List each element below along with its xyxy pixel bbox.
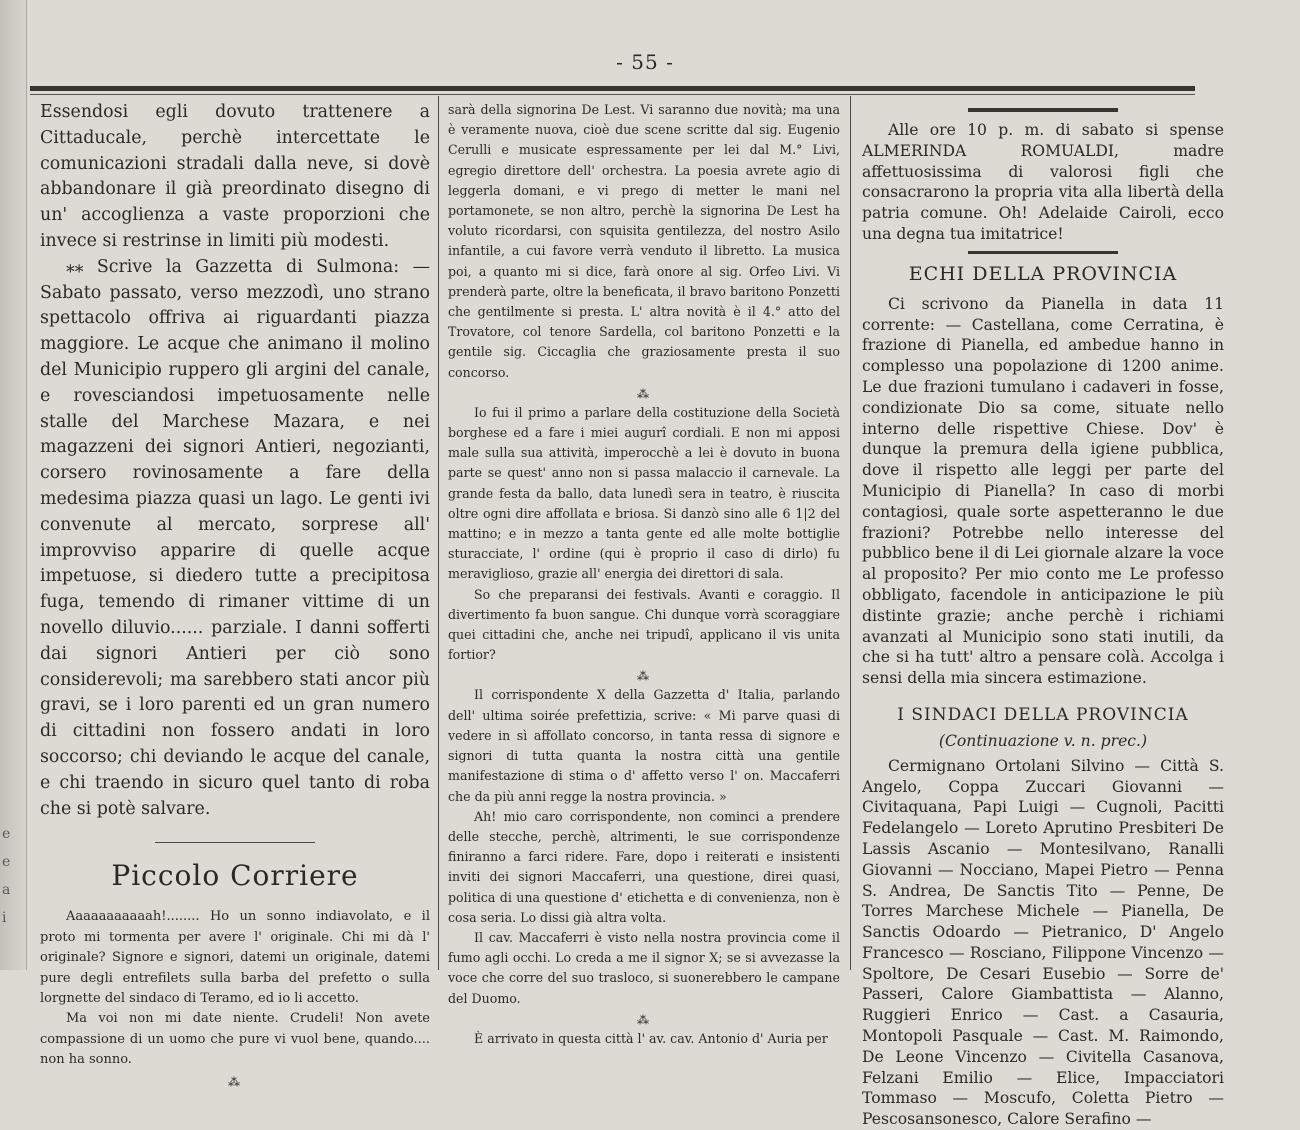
column-middle [448,100,840,1049]
column-divider-2 [850,96,851,970]
asterism: ⁂ [637,1012,651,1027]
column-left [40,100,430,1091]
section-divider [968,108,1118,112]
gutter-letter: a [2,882,11,898]
asterism: ⁂ [637,386,651,401]
gutter-letters [2,820,16,932]
binding-gutter [0,0,27,970]
header-rule-thin [30,94,1195,95]
gutter-letter: e [2,854,11,870]
article-paragraph: È arrivato in questa città l' av. cav. Antonio d' Auria per [474,1030,828,1046]
gutter-letter: e [2,826,11,842]
section-subheading: (Continuazione v. n. prec.) [938,731,1148,750]
asterism: ⁂ [637,669,651,684]
article-paragraph: Ci scrivono da Pianella in data 11 corrente: — Castellana, come Cerratina, è frazione di Pianella, ed ambedue hanno in complesso una popolazione di 1200 anime. Le due frazioni tumulano i cadaveri in fosse, condizionate Dio sa come, situate nello interno delle rispettive Chiese. Dov' è dunque la premura della igiene pubblica, dove il rispetto alle leggi per parte del Municipio di Pianella? In caso di morbi contagiosi, quale sorte aspetteranno le due frazioni? Potrebbe nello interesse del pubblico bene il di Lei giornale alzare la voce al proposito? Per mio conto me Le professo obbligato, facendole in anticipazione le più distinte grazie; anche perchè i richiami avanzati al Municipio sono stati inutili, da che si ha tutt' altro a pensare colà. Accolga i sensi della mia sincera estimazione. [862,294,1224,688]
section-heading: Piccolo Corriere [111,859,359,893]
section-divider [968,251,1118,254]
header-rule [30,86,1195,91]
article-paragraph: Io fui il primo a parlare della costituzione della Società borghese ed a fare i miei augurî cordiali. E non mi apposi male sulla sua attività, imperocchè a lei è dovuto in buona parte se quest' anno non si passa malaccio il carnevale. La grande festa da ballo, data lunedì sera in teatro, è riuscita oltre ogni dire affollata e briosa. Si danzò sino alle 6 1|2 del mattino; e in mezzo a tanta gente ed alle molte bottiglie sturacciate, l' ordine (qui è proprio il caso di dirlo) fu meraviglioso, grazie all' energia dei direttori di sala. [448,404,840,582]
asterism: ⁂ [228,1074,242,1089]
section-heading: I SINDACI DELLA PROVINCIA [897,704,1189,725]
article-paragraph: Ah! mio caro corrispondente, non cominci a prendere delle stecche, perchè, altrimenti, le sue corrispondenze finiranno a farci ridere. Fare, dopo i reiterati e insistenti inviti dei signori Maccaferri, una questione, direi quasi, politica di una questione d' etichetta e di convenienza, non è cosa seria. Lo dissi già altra volta. [448,808,840,925]
article-paragraph: So che preparansi dei festivals. Avanti e coraggio. Il divertimento fa buon sangue. Chi dunque vorrà scoraggiare quei cittadini che, anche nei tripudî, applicano il vis unita fortior? [448,586,840,663]
column-divider-1 [438,96,439,970]
article-paragraph: Il cav. Maccaferri è visto nella nostra provincia come il fumo agli occhi. Lo creda a me il signor X; se si avvezasse la voce che corre del suo trasloco, si suonerebbero le campane del Duomo. [448,929,840,1006]
section-divider [155,842,315,843]
article-paragraph: ⁎⁎ Scrive la Gazzetta di Sulmona: — Sabato passato, verso mezzodì, uno strano spettacolo offriva ai riguardanti piazza maggiore. Le acque che animano il molino del Municipio ruppero gli argini del canale, e rovesciandosi impetuosamente nelle stalle del Marchese Mazara, e nei magazzeni dei signori Antieri, negozianti, corsero rovinosamente a fare della medesima piazza quasi un lago. Le genti ivi convenute al mercato, sorprese all' improvviso apparire di quelle acque impetuose, si diedero tutte a precipitosa fuga, temendo di rimaner vittime di un novello diluvio...... parziale. I danni sofferti dai signori Antieri per ciò sono considerevoli; ma sarebbero stati ancor più gravi, se i loro parenti ed un gran numero di cittadini non fossero andati in loro soccorso; chi deviando le acque del canale, e chi traendo in sicuro quel tanto di roba che si potè salvare. [40,256,430,819]
article-paragraph: Il corrispondente X della Gazzetta d' Italia, parlando dell' ultima soirée prefettizia, scrive: « Mi parve quasi di vedere in sì affollato concorso, in tanta ressa di signore e signori di tutta quanta la nostra città una gentile manifestazione di stima o d' affetto verso l' on. Maccaferri che da più anni regge la nostra provincia. » [448,687,840,804]
article-paragraph: Aaaaaaaaaaah!........ Ho un sonno indiavolato, e il proto mi tormenta per avere l' originale. Chi mi dà l' originale? Signore e signori, datemi un originale, datemi pure degli entrefilets sulla barba del prefetto o sulla lorgnette del sindaco di Teramo, ed io li accetto. [40,909,430,1006]
page-number: - 55 - [616,50,674,74]
gutter-letter: i [2,910,7,926]
article-paragraph: Cermignano Ortolani Silvino — Città S. Angelo, Coppa Zuccari Giovanni — Civitaquana, Papi Luigi — Cugnoli, Pacitti Fedelangelo — Loreto Aprutino Presbiteri De Lassis Ascanio — Montesilvano, Ranalli Giovanni — Nocciano, Mapei Pietro — Penna S. Andrea, De Sanctis Tito — Penne, De Torres Marchese Michele — Pianella, De Sanctis Odoardo — Pietranico, D' Angelo Francesco — Rosciano, Filippone Vincenzo — Spoltore, De Cesari Eusebio — Sorre de' Passeri, Calore Giambattista — Alanno, Ruggieri Enrico — Cast. a Casauria, Montopoli Pasquale — Cast. M. Raimondo, De Leone Vincenzo — Civitella Casanova, Felzani Emilio — Elice, Impacciatori Tommaso — Moscufo, Coletta Pietro — Pescosansonesco, Calore Serafino — [862,756,1224,1129]
article-paragraph: Alle ore 10 p. m. di sabato si spense ALMERINDA ROMUALDI, madre affettuosissima di valorosi figli che consacrarono la propria vita alla libertà della patria comune. Oh! Adelaide Cairoli, ecco una degna tua imitatrice! [862,121,1224,243]
article-paragraph: Ma voi non mi date niente. Crudeli! Non avete compassione di un uomo che pure vi vuol bene, quando.... non ha sonno. [40,1011,430,1068]
section-heading: ECHI DELLA PROVINCIA [908,262,1178,285]
article-paragraph: sarà della signorina De Lest. Vi saranno due novità; ma una è veramente nuova, cioè due scene scritte dal sig. Eugenio Cerulli e musicate espressamente per lei dal M.° Livi, egregio direttore dell' orchestra. La poesia avrete agio di leggerla domani, e vi prego di metter le mani nel portamonete, se non altro, perchè la signorina De Lest ha voluto ricordarsi, con squisita gentilezza, del nostro Asilo infantile, a cui favore verrà venduto il libretto. La musica poi, a quanto mi si dice, farà onore al sig. Orfeo Livi. Vi prenderà parte, oltre la beneficata, il bravo baritono Ponzetti che gentilmente si presta. L' altra novità è il 4.° atto del Trovatore, col tenore Sardella, col baritono Ponzetti e la gentile sig. Ciccaglia che graziosamente presta il suo concorso. [448,102,840,380]
column-right [862,100,1224,1130]
article-paragraph: Essendosi egli dovuto trattenere a Cittaducale, perchè intercettate le comunicazioni stradali dalla neve, si dovè abbandonare il già preordinato disegno di un' accoglienza a vaste proporzioni che invece si restrinse in limiti più modesti. [40,102,430,251]
